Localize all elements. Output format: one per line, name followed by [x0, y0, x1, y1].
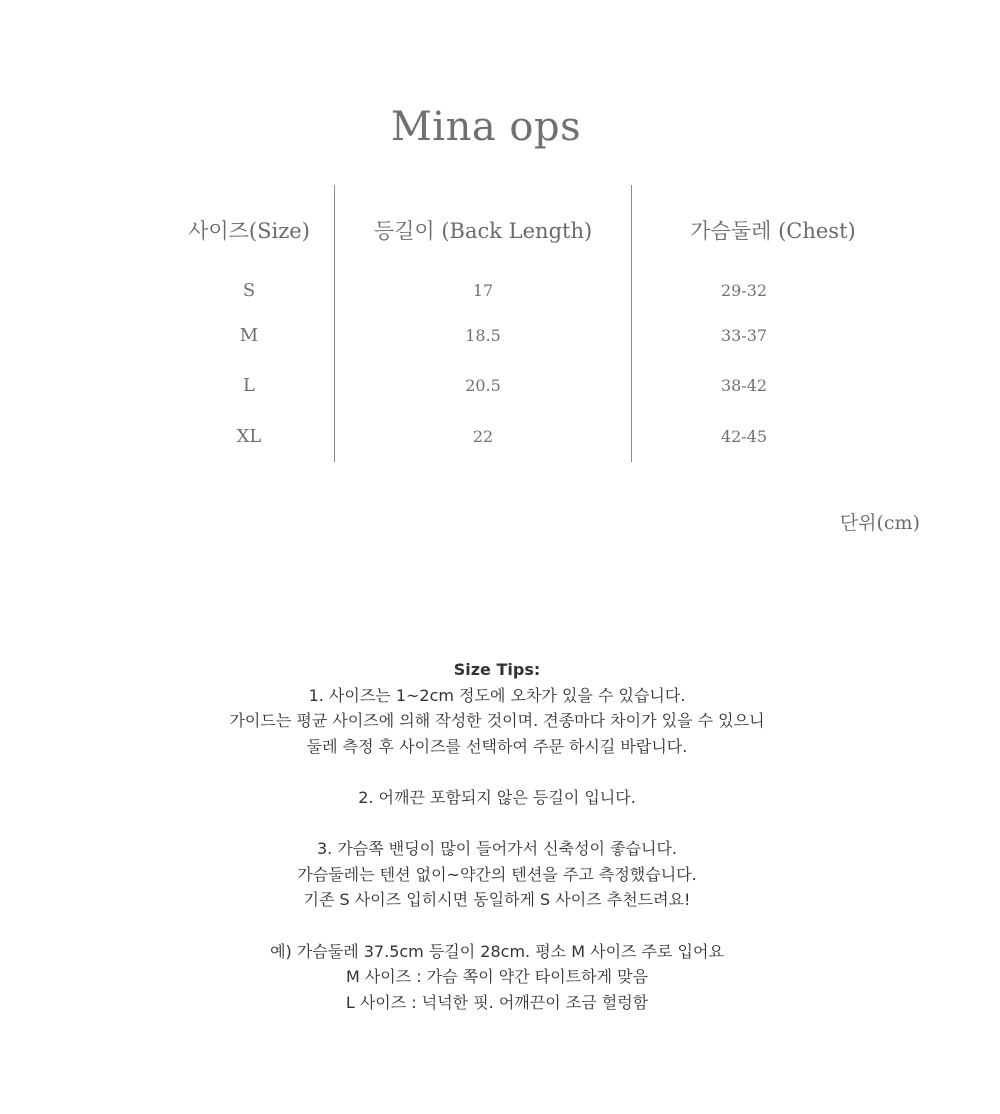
cell-back-length: 20.5: [465, 376, 501, 395]
header-back-length: 등길이 (Back Length): [373, 219, 593, 243]
example-line: M 사이즈 : 가슴 쪽이 약간 타이트하게 맞음: [345, 967, 649, 987]
cell-back-length: 17: [472, 281, 494, 300]
cell-back-length: 18.5: [465, 326, 501, 345]
tip-line: 가이드는 평균 사이즈에 의해 작성한 것이며. 견종마다 차이가 있을 수 있으니: [229, 711, 765, 731]
tip-line: 가슴둘레는 텐션 없이~약간의 텐션을 주고 측정했습니다.: [297, 864, 697, 884]
tip-line: 1. 사이즈는 1~2cm 정도에 오차가 있을 수 있습니다.: [308, 685, 686, 705]
header-chest: 가슴둘레 (Chest): [690, 219, 856, 243]
tip-line: 둘레 측정 후 사이즈를 선택하여 주문 하시길 바랍니다.: [306, 736, 688, 756]
tip-line: 2. 어깨끈 포함되지 않은 등길이 입니다.: [358, 787, 636, 807]
tip-line: 3. 가슴쪽 밴딩이 많이 들어가서 신축성이 좋습니다.: [317, 839, 677, 859]
cell-size: XL: [236, 426, 262, 447]
tip-line: 기존 S 사이즈 입히시면 동일하게 S 사이즈 추천드려요!: [303, 890, 691, 910]
cell-chest: 29-32: [720, 281, 768, 300]
cell-size: S: [242, 280, 256, 301]
cell-size: M: [239, 325, 259, 346]
header-size: 사이즈(Size): [188, 219, 310, 243]
product-title: Mina ops: [390, 104, 582, 150]
size-tips: [0, 657, 994, 1015]
tips-heading: Size Tips:: [453, 660, 541, 679]
size-table: [160, 185, 880, 462]
unit-label: 단위(cm): [839, 512, 920, 534]
cell-chest: 38-42: [720, 376, 768, 395]
example-line: L 사이즈 : 넉넉한 핏. 어깨끈이 조금 헐렁함: [345, 992, 649, 1012]
column-divider: [631, 185, 632, 462]
cell-chest: 42-45: [720, 427, 768, 446]
cell-chest: 33-37: [720, 326, 768, 345]
example-line: 예) 가슴둘레 37.5cm 등길이 28cm. 평소 M 사이즈 주로 입어요: [270, 941, 724, 961]
cell-back-length: 22: [472, 427, 494, 446]
cell-size: L: [243, 375, 255, 396]
